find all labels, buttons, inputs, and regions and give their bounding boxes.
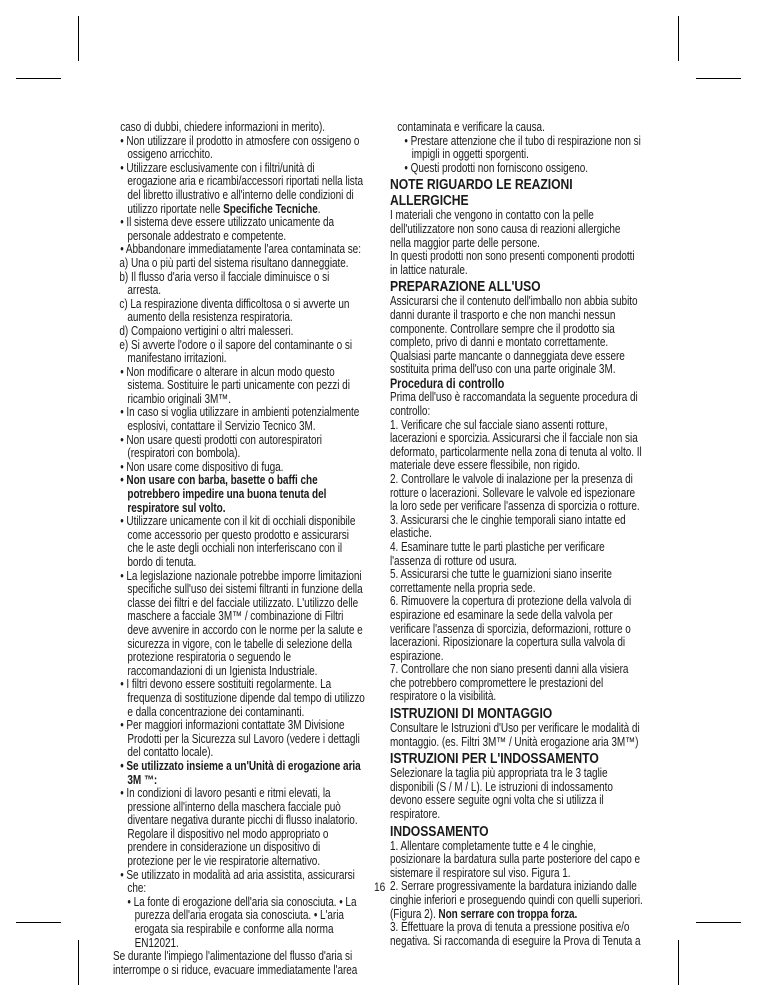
bullet-item [113, 896, 365, 950]
paragraph-text: Assicurarsi che il contenuto dell'imballo non abbia subito danni durante il trasporto e che non manchi nessun componente. Controllare sempre che il prodotto sia completo, privo di danni e montato correttamente. Qualsiasi parte mancante o danneggiata deve essere sostituita prima dell'uso con una parte originale 3M. [390, 294, 638, 377]
bullet-item-text: • In caso si voglia utilizzare in ambienti potenzialmente esplosivi, contattare il Servizio Tecnico 3M. [120, 405, 360, 434]
bullet-item [113, 243, 365, 257]
paragraph [113, 121, 365, 135]
bullet-item-text: • Non usare come dispositivo di fuga. [120, 459, 284, 474]
crop-mark [16, 922, 61, 923]
section-heading [390, 279, 643, 295]
list-item [113, 325, 365, 339]
paragraph-text: 6. Rimuovere la copertura di protezione della valvola di espirazione ed esaminare la sede della valvola per verificare l'assenza di sporcizia, deformazioni, rotture o lacerazioni. Riposizionare la copertura sulla valvola di espirazione. [390, 594, 632, 663]
paragraph [390, 209, 643, 250]
bullet-item-text: • Non utilizzare il prodotto in atmosfere con ossigeno o ossigeno arricchito. [120, 133, 360, 162]
bullet-item-text: • Abbandonare immediatamente l'area contaminata se: [120, 242, 361, 257]
paragraph-text: 1. Verificare che sul facciale siano assenti rotture, lacerazioni e sporcizia. Assicurarsi che il facciale non sia deformato, particolarmente nella zona di tenuta al volto. Il materiale deve essere flessibile, non rigido. [390, 417, 642, 473]
crop-mark [696, 922, 741, 923]
bullet-item-text: • In condizioni di lavoro pesanti e ritmi elevati, la pressione all'interno della maschera facciale può diventare negativa durante picchi di flusso inalatorio. Regolare il dispositivo nel modo appropriato o prendere in considerazione un dispositivo di protezione per le vie respiratorie alternativo. [120, 786, 358, 869]
emphasis-text: Specifiche Tecniche [223, 201, 318, 216]
paragraph [390, 840, 643, 881]
bullet-item-text: • Se utilizzato in modalità ad aria assistita, assicurarsi che: [120, 867, 355, 896]
bullet-item [113, 474, 365, 515]
paragraph-text: contaminata e verificare la causa. [397, 120, 545, 134]
list-item [113, 257, 365, 271]
section-heading-text: PREPARAZIONE ALL'USO [390, 278, 541, 296]
list-item-text: c) La respirazione diventa difficoltosa o si avverte un aumento della resistenza respiratoria. [119, 296, 350, 325]
crop-mark [78, 940, 79, 985]
bullet-item-text: • La fonte di erogazione dell'aria sia conosciuta. • La purezza dell'aria erogata sia conosciuta. • L'aria erogata sia respirabile e conforme alla norma EN12021. [127, 894, 357, 950]
paragraph [390, 568, 643, 595]
paragraph [390, 921, 643, 948]
paragraph-text: 3. Assicurarsi che le cinghie temporali siano intatte ed elastiche. [390, 512, 626, 541]
page-number: 16 [374, 880, 386, 894]
bullet-item-text: • Utilizzare unicamente con il kit di occhiali disponibile come accessorio per questo prodotto e assicurarsi che le aste degli occhiali non interferiscano con il bordo di tenuta. [120, 514, 356, 569]
bullet-item-text: • Questi prodotti non forniscono ossigeno. [404, 160, 588, 175]
paragraph [390, 419, 643, 473]
bullet-item [113, 678, 365, 719]
list-item-text: d) Compaiono vertigini o altri malesseri. [119, 323, 294, 338]
bullet-item [113, 719, 365, 760]
bullet-item-text: • Per maggiori informazioni contattate 3M Divisione Prodotti per la Sicurezza sul Lavoro (vedere i dettagli del contatto locale). [120, 718, 360, 760]
section-heading-text: ISTRUZIONI PER L'INDOSSAMENTO [390, 750, 599, 768]
paragraph [390, 722, 643, 749]
paragraph [390, 250, 643, 277]
section-heading [390, 751, 643, 767]
bullet-item [113, 162, 365, 216]
crop-mark [678, 940, 679, 985]
list-item [113, 298, 365, 325]
list-item [113, 339, 365, 366]
bullet-item-text: • La legislazione nazionale potrebbe imporre limitazioni specifiche sull'uso dei sistemi filtranti in funzione della classe dei filtri e del facciale utilizzato. L'utilizzo delle maschere a facciale 3M™ / combinazione di Filtri deve avvenire in accordo con le norme per la salute e sicurezza in vigore, con le tabelle di selezione della protezione respiratoria o seguendo le raccomandazioni di un Igienista Industriale. [120, 568, 363, 678]
list-item-text: e) Si avverte l'odore o il sapore del contaminante o si manifestano irritazioni. [119, 337, 353, 366]
bullet-item [113, 434, 365, 461]
section-heading [390, 177, 643, 209]
paragraph [390, 391, 643, 418]
paragraph-text: 3. Effettuare la prova di tenuta a pressione positiva e/o negativa. Si raccomanda di eseguire la Prova di Tenuta a [390, 920, 641, 948]
crop-mark [78, 16, 79, 61]
paragraph [390, 880, 643, 921]
paragraph [390, 121, 643, 135]
crop-mark [16, 78, 61, 79]
bullet-item-text: • Il sistema deve essere utilizzato unicamente da personale addestrato e competente. [120, 215, 335, 243]
crop-mark [678, 16, 679, 61]
bullet-item-text: • Prestare attenzione che il tubo di respirazione non si impigli in oggetti sporgenti. [404, 133, 641, 162]
section-heading-text: INDOSSAMENTO [390, 822, 489, 840]
paragraph [390, 541, 643, 568]
paragraph-text: Prima dell'uso è raccomandata la seguente procedura di controllo: [390, 390, 638, 418]
section-heading [390, 824, 643, 840]
paragraph-text: 2. Serrare progressivamente la bardatura iniziando dalle cinghie inferiori e proseguendo quindi con quelli superiori. (Figura 2). [390, 879, 643, 921]
paragraph [113, 950, 365, 977]
bullet-item [390, 135, 643, 162]
paragraph [390, 473, 643, 514]
paragraph [390, 767, 643, 821]
paragraph [390, 595, 643, 663]
paragraph [390, 295, 643, 377]
trailing-text: . [317, 201, 321, 216]
paragraph [390, 514, 643, 541]
section-heading [390, 706, 643, 722]
bullet-item-text: • Non modificare o alterare in alcun modo questo sistema. Sostituire le parti unicamente con pezzi di ricambio originali 3M™. [120, 364, 350, 406]
paragraph-text: In questi prodotti non sono presenti componenti prodotti in lattice naturale. [390, 249, 635, 277]
paragraph-text: caso di dubbi, chiedere informazioni in merito). [120, 120, 326, 134]
section-heading-text: ISTRUZIONI DI MONTAGGIO [390, 705, 553, 723]
bullet-item-text: • Se utilizzato insieme a un'Unità di erogazione aria 3M ™: [120, 758, 361, 787]
bullet-item [113, 570, 365, 679]
bullet-item [113, 760, 365, 787]
crop-mark [696, 78, 741, 79]
subsection-heading [390, 377, 643, 392]
paragraph-text: 2. Controllare le valvole di inalazione per la presenza di rotture o lacerazioni. Sollevare le valvole ed ispezionare la loro sede per verificare l'assenza di sporcizia o rotture. [390, 471, 640, 514]
bullet-item [113, 787, 365, 869]
subsection-heading-text: Procedura di controllo [390, 375, 505, 391]
bullet-item-text: • Utilizzare esclusivamente con i filtri/unità di erogazione aria e ricambi/accessori riportati nella lista del libretto illustrativo e all'interno delle condizioni di utilizzo riportate nelle [120, 160, 364, 216]
paragraph-text: Selezionare la taglia più appropriata tra le 3 taglie disponibili (S / M / L). Le istruzioni di indossamento devono essere seguite ogni volta che si utilizza il respiratore. [390, 766, 613, 822]
bullet-item [113, 366, 365, 407]
paragraph-text: 7. Controllare che non siano presenti danni alla visiera che potrebbero compromettere le prestazioni del respiratore o la visibilità. [390, 662, 629, 704]
bullet-item [113, 135, 365, 162]
list-item-text: a) Una o più parti del sistema risultano danneggiate. [119, 255, 349, 270]
right-column [390, 121, 643, 948]
paragraph-text: Consultare le Istruzioni d'Uso per verificare le modalità di montaggio. (es. Filtri 3M™ / Unità erogazione aria 3M™) [390, 721, 640, 749]
bullet-item [113, 406, 365, 433]
bullet-item-text: • Non usare questi prodotti con autorespiratori (respiratori con bombola). [120, 432, 322, 461]
paragraph-text: 1. Allentare completamente tutte e 4 le cinghie, posizionare la bardatura sulla parte posteriore del capo e sistemare il respiratore sul viso. Figura 1. [390, 838, 641, 880]
bullet-item [113, 461, 365, 475]
bullet-item [113, 216, 365, 243]
emphasis-text: Non serrare con troppa forza. [438, 906, 578, 921]
paragraph-text: 4. Esaminare tutte le parti plastiche per verificare l'assenza di rotture od usura. [390, 539, 605, 568]
bullet-item-text: • I filtri devono essere sostituiti regolarmente. La frequenza di sostituzione dipende dal tempo di utilizzo e dalla concentrazione dei contaminanti. [120, 677, 365, 719]
bullet-item [390, 162, 643, 176]
list-item [113, 271, 365, 298]
paragraph-text: 5. Assicurarsi che tutte le guarnizioni siano inserite correttamente nella propria sede. [390, 567, 612, 595]
list-item-text: b) Il flusso d'aria verso il facciale diminuisce o si arresta. [119, 269, 330, 298]
bullet-item [113, 515, 365, 569]
bullet-item [113, 869, 365, 896]
bullet-item-text: • Non usare con barba, basette o baffi che potrebbero impedire una buona tenuta del respiratore sul volto. [120, 473, 327, 515]
section-heading-text: NOTE RIGUARDO LE REAZIONI ALLERGICHE [390, 176, 573, 210]
paragraph-text: I materiali che vengono in contatto con la pelle dell'utilizzatore non sono causa di reazioni allergiche nella maggior parte delle persone. [390, 208, 621, 250]
paragraph-text: Se durante l'impiego l'alimentazione del flusso d'aria si interrompe o si riduce, evacuare immediatamente l'area [113, 949, 358, 977]
left-column [113, 121, 365, 977]
paragraph [390, 663, 643, 704]
